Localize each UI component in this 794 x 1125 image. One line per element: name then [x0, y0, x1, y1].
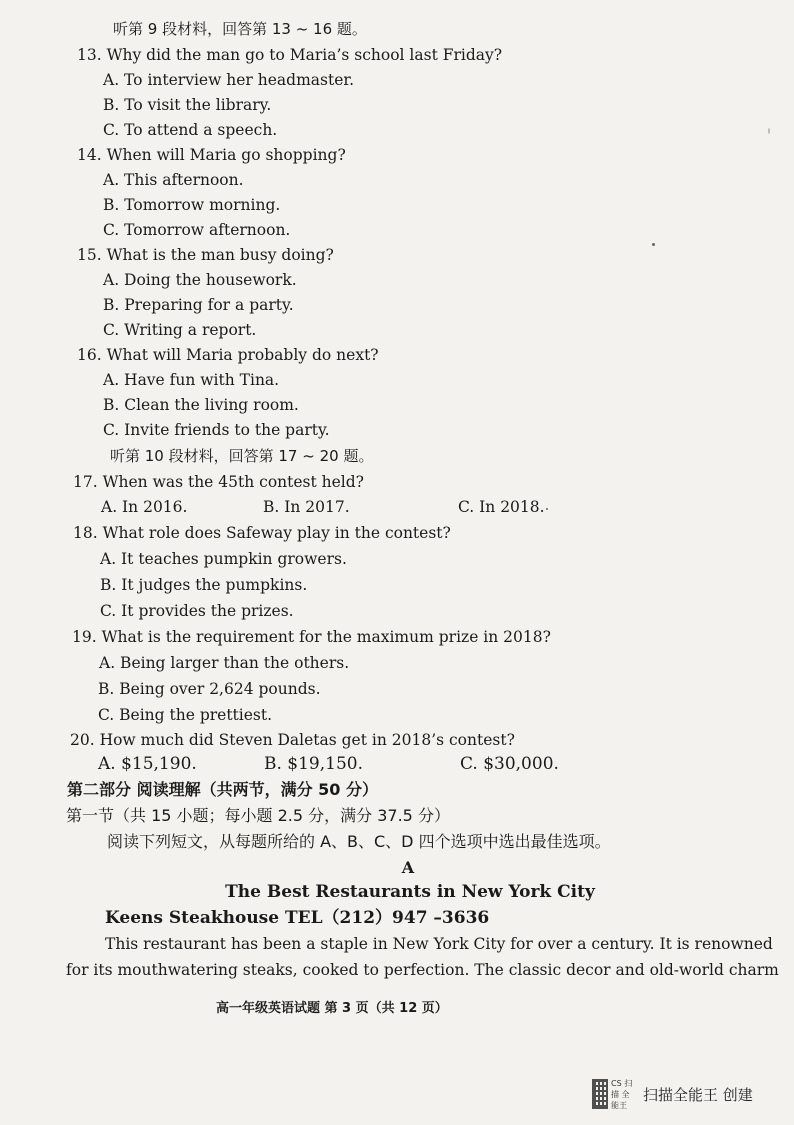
q18-option-a: A. It teaches pumpkin growers.: [100, 550, 347, 568]
q18-option-c: C. It provides the prizes.: [100, 602, 294, 620]
q19-option-a: A. Being larger than the others.: [99, 654, 350, 672]
q18-option-b: B. It judges the pumpkins.: [100, 576, 308, 594]
q17-option-c: C. In 2018.: [458, 498, 545, 516]
section9-intro: 听第 9 段材料，回答第 13 ~ 16 题。: [113, 20, 367, 38]
q20-option-b: B. $19,150.: [264, 754, 364, 774]
section1-title: 第一节（共 15 小题；每小题 2.5 分，满分 37.5 分）: [66, 806, 450, 825]
section10-intro: 听第 10 段材料，回答第 17 ~ 20 题。: [110, 447, 374, 465]
restaurant-heading: Keens Steakhouse TEL（212）947 –3636: [105, 908, 490, 928]
page-footer: 高一年级英语试题 第 3 页（共 12 页）: [216, 1001, 448, 1016]
q15-option-c: C. Writing a report.: [103, 321, 257, 339]
passage-body-line1: This restaurant has been a staple in New York City for over a century. It is renowned: [105, 935, 773, 953]
q13-option-b: B. To visit the library.: [103, 96, 272, 114]
q16-option-b: B. Clean the living room.: [103, 396, 299, 414]
q14-option-a: A. This afternoon.: [103, 171, 244, 189]
qr-code-icon: [592, 1079, 608, 1109]
scan-speck: [652, 243, 655, 246]
q13-option-a: A. To interview her headmaster.: [103, 71, 355, 89]
reading-instructions: 阅读下列短文，从每题所给的 A、B、C、D 四个选项中选出最佳选项。: [107, 832, 611, 851]
q20-option-a: A. $15,190.: [98, 754, 197, 774]
q17-option-b: B. In 2017.: [263, 498, 350, 516]
scanner-logo: CS 扫描 全能王: [611, 1078, 633, 1110]
q15-stem: 15. What is the man busy doing?: [77, 246, 334, 264]
scanner-watermark: [592, 1077, 792, 1111]
q15-option-a: A. Doing the housework.: [103, 271, 297, 289]
q16-option-a: A. Have fun with Tina.: [103, 371, 280, 389]
part2-title: 第二部分 阅读理解（共两节，满分 50 分）: [67, 780, 378, 799]
q20-stem: 20. How much did Steven Daletas get in 2018’s contest?: [70, 731, 515, 749]
q19-option-c: C. Being the prettiest.: [98, 706, 273, 724]
scan-speck: [546, 508, 548, 510]
q16-stem: 16. What will Maria probably do next?: [77, 346, 379, 364]
passage-body-line2: for its mouthwatering steaks, cooked to perfection. The classic decor and old-world charm: [66, 961, 779, 979]
q17-stem: 17. When was the 45th contest held?: [73, 473, 364, 491]
q14-option-b: B. Tomorrow morning.: [103, 196, 281, 214]
passage-letter: A: [401, 858, 415, 877]
q19-option-b: B. Being over 2,624 pounds.: [98, 680, 321, 698]
q20-option-c: C. $30,000.: [460, 754, 559, 774]
passage-title: The Best Restaurants in New York City: [225, 882, 595, 902]
q16-option-c: C. Invite friends to the party.: [103, 421, 330, 439]
q13-stem: 13. Why did the man go to Maria’s school last Friday?: [77, 46, 503, 64]
q17-option-a: A. In 2016.: [101, 498, 188, 516]
q15-option-b: B. Preparing for a party.: [103, 296, 294, 314]
q14-option-c: C. Tomorrow afternoon.: [103, 221, 291, 239]
scanner-brand-text: 扫描全能王 创建: [643, 1085, 753, 1104]
q14-stem: 14. When will Maria go shopping?: [77, 146, 346, 164]
q18-stem: 18. What role does Safeway play in the contest?: [73, 524, 451, 542]
q13-option-c: C. To attend a speech.: [103, 121, 278, 139]
q19-stem: 19. What is the requirement for the maximum prize in 2018?: [72, 628, 551, 646]
scan-speck: [768, 128, 770, 134]
